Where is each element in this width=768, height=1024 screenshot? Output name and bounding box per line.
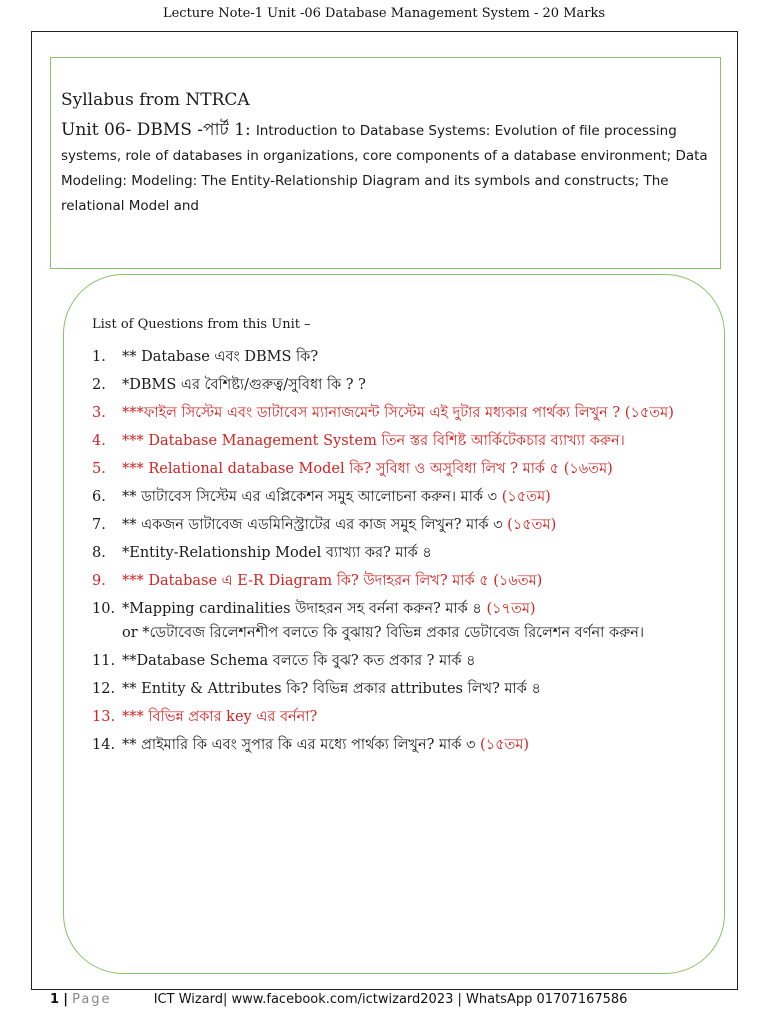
- question-text: *Entity-Relationship Model ব্যাখ্যা কর? মার্ক ৪: [122, 545, 432, 561]
- question-item: [92, 374, 712, 396]
- page-header: Lecture Note-1 Unit -06 Database Management System - 20 Marks: [162, 6, 606, 21]
- question-number: 2.: [92, 377, 106, 393]
- question-text: ** Entity & Attributes কি? বিভিন্ন প্রকার attributes লিখ? মার্ক ৪: [122, 681, 541, 697]
- question-text: ** প্রাইমারি কি এবং সুপার কি এর মধ্যে পার্থক্য লিখুন? মার্ক ৩: [122, 737, 481, 753]
- question-item: [92, 346, 712, 368]
- question-text: ** ডাটাবেস সিস্টেম এর এপ্লিকেশন সমুহ আলোচনা করুন। মার্ক ৩: [122, 489, 502, 505]
- question-number: 6.: [92, 489, 106, 505]
- question-number: 3.: [92, 405, 106, 421]
- question-item: [92, 678, 712, 700]
- question-item: [92, 542, 712, 564]
- question-item: [92, 514, 712, 536]
- questions-heading: List of Questions from this Unit –: [92, 317, 311, 332]
- question-item: [92, 570, 712, 592]
- question-tag: (১৭তম): [486, 601, 536, 617]
- question-sub-item: or *ডেটাবেজ রিলেশনশীপ বলতে কি বুঝায়? বিভিন্ন প্রকার ডেটাবেজ রিলেশন বর্ণনা করুন।: [122, 625, 645, 641]
- question-item: [92, 734, 712, 756]
- question-number: 5.: [92, 461, 106, 477]
- page-label: Page: [72, 992, 112, 1007]
- question-text: **Database Schema বলতে কি বুঝ? কত প্রকার ? মার্ক ৪: [122, 653, 476, 669]
- question-text: *** বিভিন্ন প্রকার key এর বর্ননা?: [122, 709, 318, 725]
- question-item: [92, 402, 712, 424]
- question-number: 10.: [92, 601, 116, 617]
- footer-site-info: ICT Wizard| www.facebook.com/ictwizard2023 | WhatsApp 01707167586: [153, 992, 628, 1007]
- question-number: 4.: [92, 433, 106, 449]
- question-text: ** Database এবং DBMS কি?: [122, 349, 319, 365]
- question-text: *Mapping cardinalities উদাহরন সহ বর্ননা করুন? মার্ক ৪: [122, 601, 487, 617]
- question-item: [92, 430, 712, 452]
- question-number: 7.: [92, 517, 106, 533]
- question-item: [92, 598, 712, 620]
- question-text: ***ফাইল সিস্টেম এবং ডাটাবেস ম্যানাজমেন্ট সিস্টেম এই দুটার মধ্যকার পার্থক্য লিখুন ? (১৫তম): [122, 405, 674, 421]
- question-tag: (১৫তম): [507, 517, 557, 533]
- question-number: 14.: [92, 737, 116, 753]
- question-number: 13.: [92, 709, 116, 725]
- syllabus-box: [50, 57, 721, 269]
- question-tag: (১৫তম): [501, 489, 551, 505]
- question-list: [92, 346, 712, 762]
- question-number: 9.: [92, 573, 106, 589]
- question-number: 1.: [92, 349, 106, 365]
- question-item: [92, 706, 712, 728]
- question-number: 11.: [92, 653, 116, 669]
- syllabus-title: Syllabus from NTRCA: [61, 90, 250, 110]
- question-item: [92, 486, 712, 508]
- syllabus-body: [61, 118, 710, 218]
- question-number: 12.: [92, 681, 116, 697]
- question-number: 8.: [92, 545, 106, 561]
- question-tag: (১৫তম): [480, 737, 530, 753]
- syllabus-unit-label: Unit 06- DBMS -পার্ট 1:: [61, 120, 251, 140]
- question-item: [92, 458, 712, 480]
- question-text: *** Database Management System তিন স্তর বিশিষ্ট আর্কিটেকচার ব্যাখ্যা করুন।: [122, 433, 625, 449]
- question-text: ** একজন ডাটাবেজ এডমিনিস্ট্রাটের এর কাজ সমুহ লিখুন? মার্ক ৩: [122, 517, 508, 533]
- page-footer: [50, 992, 627, 1007]
- question-text: *DBMS এর বৈশিষ্ট্য/গুরুত্ব/সুবিধা কি ? ?: [122, 377, 366, 393]
- question-text: *** Database এ E-R Diagram কি? উদাহরন লিখ? মার্ক ৫ (১৬তম): [122, 573, 543, 589]
- page-number: 1: [50, 992, 60, 1007]
- footer-separator: |: [63, 992, 68, 1007]
- question-text: *** Relational database Model কি? সুবিধা ও অসুবিধা লিখ ? মার্ক ৫ (১৬তম): [122, 461, 613, 477]
- syllabus-text: Introduction to Database Systems: Evolution of file processing systems, role of databases in organizations, core components of a database environment; Data Modeling: Modeling: The Entity-Relationship Diagram and its symbols and constructs; The relational Model and: [61, 123, 708, 214]
- question-item: [92, 650, 712, 672]
